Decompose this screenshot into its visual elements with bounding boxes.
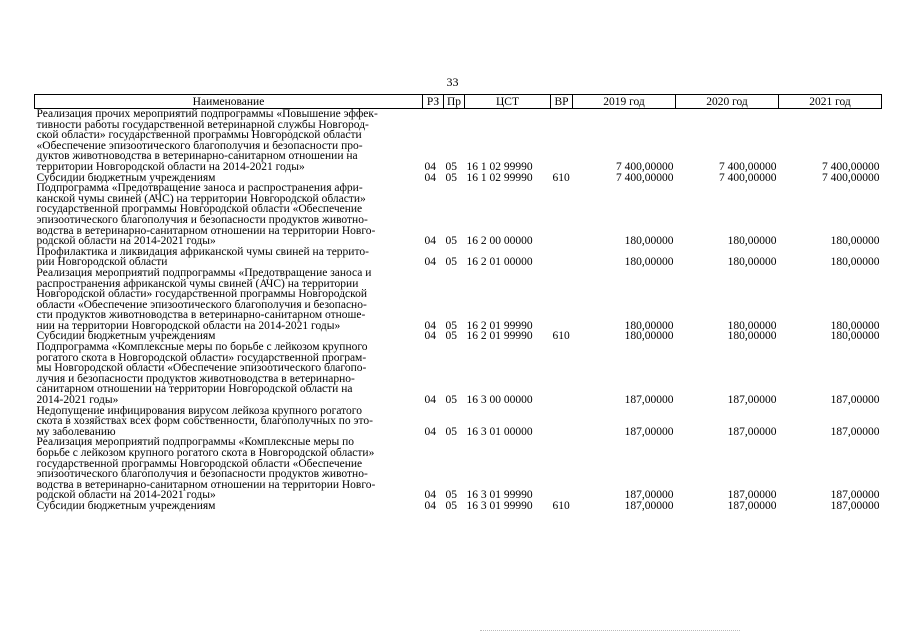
row-name: Реализация мероприятий подпрограммы «Комплексные меры по борьбе с лейкозом крупного рогатого скота в Новгородской области» государственной программы Новгородской области «Обеспечение эпизоотического благополучия и безопасности продуктов животно- водства в ветеринарно-санитарном отношении на территории Новго- родской области на 2014-2021 годы» bbox=[36, 436, 376, 502]
row-2021: 180,00000 bbox=[830, 319, 880, 332]
row-rz: 04 bbox=[424, 235, 436, 248]
row-2019: 7 400,00000 bbox=[616, 160, 674, 173]
row-vr bbox=[551, 406, 573, 438]
table-header-row bbox=[35, 95, 882, 109]
row-vr bbox=[551, 109, 573, 173]
row-2020: 180,00000 bbox=[727, 235, 777, 248]
row-name: Профилактика и ликвидация африканской чумы свиней на террито- рии Новгородской области bbox=[36, 245, 369, 269]
row-2021: 180,00000 bbox=[830, 256, 880, 269]
row-2019: 187,00000 bbox=[624, 394, 674, 407]
row-2019: 187,00000 bbox=[624, 499, 674, 512]
row-cst: 16 3 01 99990 bbox=[466, 489, 533, 502]
row-vr: 610 bbox=[552, 499, 570, 512]
row-2020: 180,00000 bbox=[727, 319, 777, 332]
header-pr: Пр bbox=[444, 95, 465, 109]
table-row bbox=[35, 501, 882, 512]
row-2021: 7 400,00000 bbox=[822, 160, 880, 173]
row-pr: 05 bbox=[445, 160, 457, 173]
row-vr bbox=[551, 183, 573, 247]
row-pr: 05 bbox=[445, 256, 457, 269]
row-pr: 05 bbox=[445, 489, 457, 502]
row-pr: 05 bbox=[445, 394, 457, 407]
row-vr bbox=[551, 268, 573, 332]
row-cst: 16 3 01 99990 bbox=[466, 499, 533, 512]
table-row bbox=[35, 437, 882, 501]
header-name: Наименование bbox=[35, 95, 423, 109]
header-2019: 2019 год bbox=[573, 95, 676, 109]
header-rz: РЗ bbox=[423, 95, 444, 109]
row-name: Субсидии бюджетным учреждениям bbox=[36, 330, 216, 343]
row-name: Подпрограмма «Комплексные меры по борьбе с лейкозом крупного рогатого скота в Новгородской области» государственной програм- мы Новгородской области «Обеспечение эпизоотического благопо- лучия и безопасности продуктов животноводства в ветеринарно- санитарном отношении на территории Новгородской области на 2014-2021 годы» bbox=[36, 341, 368, 407]
row-name: Субсидии бюджетным учреждениям bbox=[36, 171, 216, 184]
row-2019: 187,00000 bbox=[624, 425, 674, 438]
row-cst: 16 2 01 99990 bbox=[466, 319, 533, 332]
table-row bbox=[35, 342, 882, 406]
row-rz: 04 bbox=[424, 319, 436, 332]
header-vr: ВР bbox=[551, 95, 573, 109]
row-2019: 187,00000 bbox=[624, 489, 674, 502]
row-cst: 16 1 02 99990 bbox=[466, 160, 533, 173]
row-cst: 16 3 00 00000 bbox=[466, 394, 533, 407]
row-2021: 7 400,00000 bbox=[822, 171, 880, 184]
row-name: Недопущение инфицирования вирусом лейкоза крупного рогатого скота в хозяйствах всех форм собственности, благополучных по это- му заболеванию bbox=[36, 404, 373, 438]
row-name: Реализация прочих мероприятий подпрограммы «Повышение эффек- тивности работы государственной ветеринарной службы Новгород- ской области» государственной программы Новгородской области «Обеспечение эпизоотического благополучия и безопасности про- дуктов животноводства в ветеринарно-санитарном отношении на территории Новгородской области на 2014-2021 годы» bbox=[36, 108, 378, 173]
table-row bbox=[35, 268, 882, 332]
row-2021: 180,00000 bbox=[830, 330, 880, 343]
row-cst: 16 2 01 99990 bbox=[466, 330, 533, 343]
header-cst: ЦСТ bbox=[465, 95, 551, 109]
row-2021: 187,00000 bbox=[830, 394, 880, 407]
row-2019: 180,00000 bbox=[624, 330, 674, 343]
row-2020: 180,00000 bbox=[727, 330, 777, 343]
row-2019: 180,00000 bbox=[624, 319, 674, 332]
row-cst: 16 1 02 99990 bbox=[466, 171, 533, 184]
table-row bbox=[35, 406, 882, 438]
table-row bbox=[35, 183, 882, 247]
row-2021: 180,00000 bbox=[830, 235, 880, 248]
scan-artifact-line bbox=[480, 630, 740, 632]
row-vr bbox=[551, 247, 573, 268]
row-vr bbox=[551, 437, 573, 501]
row-rz: 04 bbox=[424, 425, 436, 438]
row-rz: 04 bbox=[424, 256, 436, 269]
row-2020: 187,00000 bbox=[727, 499, 777, 512]
row-name: Реализация мероприятий подпрограммы «Предотвращение заноса и распространения африканской чумы свиней (АЧС) на территории Новгородской области» государственной программы Новгородской области «Обеспечение эпизоотического благополучия и безопасно- сти продуктов животноводства в ветеринарно-санитарном отноше- нии на территории Новгородской области на 2014-2021 годы» bbox=[36, 266, 372, 332]
row-2021: 187,00000 bbox=[830, 499, 880, 512]
header-2021: 2021 год bbox=[779, 95, 882, 109]
row-2020: 187,00000 bbox=[727, 394, 777, 407]
row-2019: 180,00000 bbox=[624, 235, 674, 248]
row-rz: 04 bbox=[424, 489, 436, 502]
row-pr: 05 bbox=[445, 235, 457, 248]
row-rz: 04 bbox=[424, 499, 436, 512]
row-2020: 7 400,00000 bbox=[719, 160, 777, 173]
row-2020: 187,00000 bbox=[727, 425, 777, 438]
row-2020: 7 400,00000 bbox=[719, 171, 777, 184]
row-2020: 187,00000 bbox=[727, 489, 777, 502]
row-rz: 04 bbox=[424, 394, 436, 407]
row-2021: 187,00000 bbox=[830, 489, 880, 502]
row-cst: 16 2 01 00000 bbox=[466, 256, 533, 269]
row-2019: 7 400,00000 bbox=[616, 171, 674, 184]
budget-table bbox=[34, 94, 882, 512]
row-pr: 05 bbox=[445, 499, 457, 512]
row-vr: 610 bbox=[552, 330, 570, 343]
row-pr: 05 bbox=[445, 425, 457, 438]
row-pr: 05 bbox=[445, 319, 457, 332]
row-rz: 04 bbox=[424, 330, 436, 343]
row-vr: 610 bbox=[552, 171, 570, 184]
table-row bbox=[35, 109, 882, 173]
row-2021: 187,00000 bbox=[830, 425, 880, 438]
row-pr: 05 bbox=[445, 330, 457, 343]
row-vr bbox=[551, 342, 573, 406]
page-number: 33 bbox=[446, 75, 459, 89]
row-cst: 16 3 01 00000 bbox=[466, 425, 533, 438]
row-name: Субсидии бюджетным учреждениям bbox=[36, 499, 216, 512]
row-name: Подпрограмма «Предотвращение заноса и распространения афри- канской чумы свиней (АЧС) на территории Новгородской области» государственной программы Новгородской области «Обеспечение эпизоотического благополучия и безопасности продуктов животно- водства в ветеринарно-санитарном отношении на территории Новго- родской области на 2014-2021 годы» bbox=[36, 182, 376, 248]
row-rz: 04 bbox=[424, 160, 436, 173]
row-rz: 04 bbox=[424, 171, 436, 184]
table-row bbox=[35, 247, 882, 268]
row-pr: 05 bbox=[445, 171, 457, 184]
row-2020: 180,00000 bbox=[727, 256, 777, 269]
row-2019: 180,00000 bbox=[624, 256, 674, 269]
row-cst: 16 2 00 00000 bbox=[466, 235, 533, 248]
header-2020: 2020 год bbox=[676, 95, 779, 109]
